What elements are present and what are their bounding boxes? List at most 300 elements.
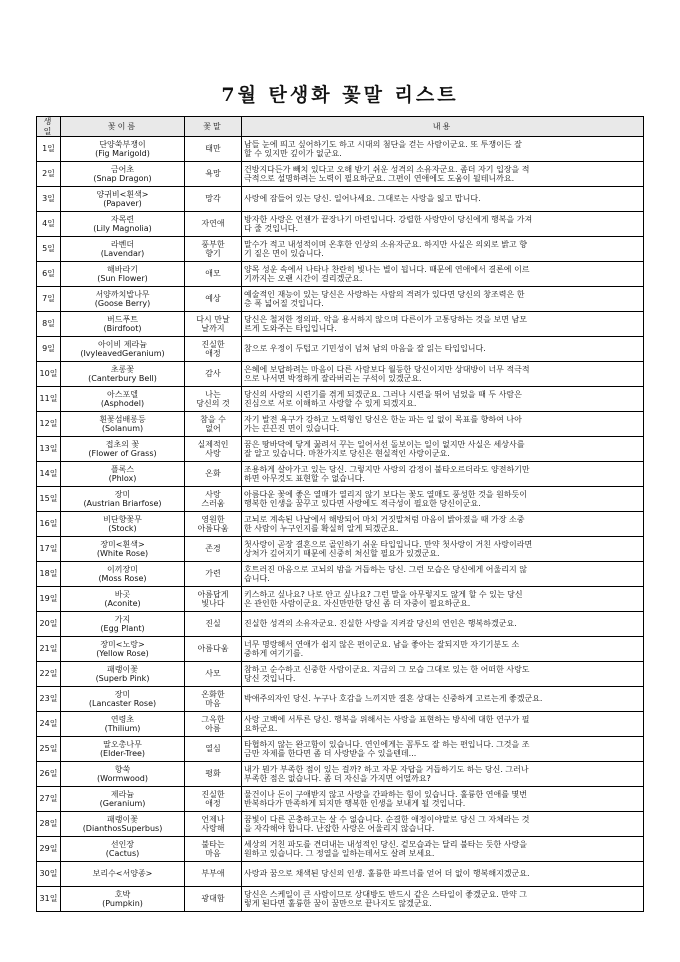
flower-name-cell bbox=[61, 462, 185, 487]
flower-name-line: (IvyleavedGeranium) bbox=[80, 349, 165, 358]
description-cell bbox=[242, 612, 644, 637]
description-line: 요하군요. bbox=[244, 724, 278, 733]
flower-meaning-cell bbox=[185, 687, 242, 712]
day-cell: 12일 bbox=[37, 412, 61, 437]
flower-name-cell bbox=[61, 537, 185, 562]
flower-name-line: (Sun Flower) bbox=[97, 274, 148, 283]
flower-name-line: (Austrian Briarfose) bbox=[83, 499, 162, 508]
flower-name-cell bbox=[61, 887, 185, 912]
flower-name-line: 선인장 bbox=[110, 839, 135, 849]
flower-name-line: (Papaver) bbox=[103, 199, 142, 208]
flower-name-line: (Snap Dragon) bbox=[93, 174, 152, 183]
table-row bbox=[37, 212, 644, 237]
table-row bbox=[37, 337, 644, 362]
flower-name-line: 양귀비<흰색> bbox=[96, 189, 149, 199]
flower-name-line: 연령초 bbox=[110, 714, 135, 724]
flower-name-line: (Lily Magnolia) bbox=[93, 224, 152, 233]
page-title: 7월 탄생화 꽃말 리스트 bbox=[221, 84, 459, 106]
description-line: 박애주의자인 당신. 누구나 호감을 느끼지만 결혼 상대는 신중하게 고르는게 좋겠군요. bbox=[244, 694, 543, 704]
day-cell: 23일 bbox=[37, 687, 61, 712]
flower-meaning-line: 그윽한 bbox=[201, 714, 225, 724]
description-line: 아름다운 꽃에 좋은 열매가 열리지 않기 보다는 꽃도 열매도 풍성한 것을 원하듯이 bbox=[244, 489, 527, 499]
flower-meaning-line: 없어 bbox=[205, 424, 221, 433]
flower-meaning-line: 아름다움 bbox=[197, 524, 229, 533]
day-cell: 28일 bbox=[37, 812, 61, 837]
description-line: 당신은 철저한 정의파. 악을 용서하지 않으며 다른이가 고통당하는 것을 보면 남모 bbox=[244, 314, 527, 324]
table-row bbox=[37, 612, 644, 637]
flower-meaning-line: 실제적인 bbox=[197, 439, 229, 449]
flower-meaning-line: 감사 bbox=[205, 369, 221, 379]
description-line: 부족한 점은 없습니다. 좀 더 자신을 가지면 어떨까요? bbox=[244, 774, 431, 783]
flower-name-line: (Canterbury Bell) bbox=[88, 374, 157, 383]
flower-name-cell bbox=[61, 712, 185, 737]
day-cell: 20일 bbox=[37, 612, 61, 637]
flower-name-cell bbox=[61, 387, 185, 412]
description-line: 할 수 있지만 깊이가 없군요. bbox=[244, 149, 342, 158]
flower-name-line: (Birdfoot) bbox=[103, 324, 142, 333]
table-row bbox=[37, 162, 644, 187]
description-cell bbox=[242, 512, 644, 537]
flower-name-line: 패랭이꽃 bbox=[107, 814, 138, 824]
day-cell: 11일 bbox=[37, 387, 61, 412]
table-row bbox=[37, 562, 644, 587]
flower-name-line: (Phlox) bbox=[108, 474, 137, 483]
description-line: 으로 나서면 박정하게 잘라버리는 구석이 있겠군요. bbox=[244, 374, 422, 383]
flower-meaning-line: 태만 bbox=[205, 144, 221, 154]
flower-meaning-cell bbox=[185, 487, 242, 512]
day-cell: 3일 bbox=[37, 187, 61, 212]
flower-name-line: 버드푸트 bbox=[107, 314, 138, 324]
table-row bbox=[37, 412, 644, 437]
description-cell bbox=[242, 462, 644, 487]
description-line: 호트러진 마음으로 고뇌의 밤을 거듭하는 당신. 그런 모습은 당신에게 어울리지 않 bbox=[244, 564, 527, 574]
table-row bbox=[37, 237, 644, 262]
flower-name-line: (Solanum) bbox=[101, 424, 144, 433]
flower-meaning-cell bbox=[185, 337, 242, 362]
flower-name-line: (Yellow Rose) bbox=[96, 649, 149, 658]
flower-meaning-cell bbox=[185, 362, 242, 387]
flower-name-line: 흰꽃섬배롱등 bbox=[99, 414, 146, 424]
description-line: 사랑과 꿈으로 채색된 당신의 인생. 훌륭한 파트너를 얻어 더 없이 행복해지겠군요. bbox=[244, 869, 530, 879]
flower-meaning-line: 풍부한 bbox=[201, 239, 225, 249]
description-line: 르게 도와주는 타입입니다. bbox=[244, 324, 337, 333]
flower-meaning-line: 망각 bbox=[205, 194, 221, 204]
flower-meaning-line: 아름답게 bbox=[197, 589, 229, 599]
description-line: 한 사람이 누구인지를 확실히 알게 되겠군요. bbox=[244, 524, 399, 533]
flower-meaning-line: 당신의 것 bbox=[196, 399, 230, 408]
description-cell bbox=[242, 812, 644, 837]
flower-meaning-cell bbox=[185, 662, 242, 687]
description-cell bbox=[242, 162, 644, 187]
description-line: 꿈빛이 다른 곤충하고는 살 수 없습니다. 순결한 애정이야말로 당신 그 자체라는 것 bbox=[244, 814, 530, 824]
description-cell bbox=[242, 337, 644, 362]
flower-name-line: 해바라기 bbox=[107, 264, 138, 274]
day-cell: 25일 bbox=[37, 737, 61, 762]
day-cell: 19일 bbox=[37, 587, 61, 612]
flower-meaning-cell bbox=[185, 612, 242, 637]
description-line: 말수가 적고 내성적이며 온후한 인상의 소유자군요. 하지만 사실은 의외로 밝고 향 bbox=[244, 239, 527, 249]
flower-name-line: 단양쑥부쟁이 bbox=[99, 139, 146, 149]
description-cell bbox=[242, 687, 644, 712]
day-cell: 10일 bbox=[37, 362, 61, 387]
description-line: 금만 자제를 한다면 좀 더 사랑받을 수 있을텐데... bbox=[244, 749, 417, 758]
description-line: 극적으로 설명하려는 노력이 필요하군요. 그편이 연애에도 도움이 될테니까요. bbox=[244, 174, 515, 183]
flower-meaning-line: 평화 bbox=[205, 769, 221, 779]
table-row bbox=[37, 662, 644, 687]
description-line: 첫사랑이 곧장 결혼으로 골인하기 쉬운 타입입니다. 만약 첫사랑이 거친 사랑이라면 bbox=[244, 539, 533, 549]
description-cell bbox=[242, 287, 644, 312]
flower-name-line: (White Rose) bbox=[96, 549, 149, 558]
flower-name-cell bbox=[61, 662, 185, 687]
flower-meaning-line: 참을 수 bbox=[200, 414, 226, 424]
flower-meaning-cell bbox=[185, 512, 242, 537]
flower-meaning-line: 빛나다 bbox=[201, 599, 225, 608]
description-cell bbox=[242, 387, 644, 412]
table-row bbox=[37, 687, 644, 712]
flower-meaning-line: 향기 bbox=[205, 249, 221, 258]
day-cell: 14일 bbox=[37, 462, 61, 487]
header-description: 내용 bbox=[242, 117, 644, 137]
table-row bbox=[37, 837, 644, 862]
table-row bbox=[37, 437, 644, 462]
flower-meaning-cell bbox=[185, 562, 242, 587]
flower-meaning-line: 부부애 bbox=[201, 869, 225, 879]
description-line: 건방지다든가 빼치 있다고 오해 받기 쉬운 성격의 소유자군요. 좀더 자기 입장을 적 bbox=[244, 164, 530, 174]
flower-name-line: (Geranium) bbox=[99, 799, 146, 808]
description-cell bbox=[242, 562, 644, 587]
description-cell bbox=[242, 137, 644, 162]
day-cell: 29일 bbox=[37, 837, 61, 862]
header-day: 생일 bbox=[37, 117, 61, 137]
description-line: 하면 아무것도 표현할 수 없습니다. bbox=[244, 474, 365, 483]
flower-meaning-line: 영원한 bbox=[201, 514, 225, 524]
flower-meaning-line: 온화 bbox=[205, 469, 221, 479]
flower-meaning-cell bbox=[185, 437, 242, 462]
flower-name-line: 라벤더 bbox=[110, 239, 135, 249]
description-line: 내가 뭔가 부족한 점이 있는 걸까? 하고 자문 자답을 거듭하기도 하는 당신. 그러나 bbox=[244, 764, 529, 774]
flower-meaning-cell bbox=[185, 762, 242, 787]
flower-name-cell bbox=[61, 812, 185, 837]
flower-meaning-cell bbox=[185, 412, 242, 437]
flower-name-cell bbox=[61, 837, 185, 862]
flower-meaning-line: 불타는 bbox=[201, 839, 225, 849]
description-line: 남들 눈에 띄고 싶어하기도 하고 시대의 첨단을 걷는 사람이군요. 또 투쟁이든 잘 bbox=[244, 139, 522, 149]
flower-name-cell bbox=[61, 762, 185, 787]
flower-meaning-cell bbox=[185, 887, 242, 912]
flower-name-line: (Cactus) bbox=[105, 849, 140, 858]
description-line: 조용하게 살아가고 있는 당신. 그렇지만 사랑의 감정이 불타오르더라도 양전하기만 bbox=[244, 464, 530, 474]
flower-name-cell bbox=[61, 487, 185, 512]
description-line: 사랑 고백에 서투른 당신. 행복을 위해서는 사랑을 표현하는 방식에 대한 연구가 필 bbox=[244, 714, 530, 724]
description-line: 원하고 있습니다. 그 정열을 일하는데서도 살려 보세요. bbox=[244, 849, 435, 858]
description-line: 예술적인 재능이 있는 당신은 사랑하는 사람의 격려가 있다면 당신의 창조력은 한 bbox=[244, 289, 525, 299]
table-row bbox=[37, 512, 644, 537]
day-cell: 6일 bbox=[37, 262, 61, 287]
description-cell bbox=[242, 237, 644, 262]
flower-meaning-line: 진실한 bbox=[201, 339, 225, 349]
day-cell: 31일 bbox=[37, 887, 61, 912]
flower-meaning-line: 존경 bbox=[205, 544, 221, 554]
flower-name-line: 접초의 꽃 bbox=[105, 439, 140, 449]
flower-name-line: (Lavendar) bbox=[100, 249, 145, 258]
flower-meaning-line: 욕망 bbox=[205, 169, 221, 179]
flower-name-line: (Fig Marigold) bbox=[95, 149, 150, 158]
flower-name-line: 장미 bbox=[114, 689, 131, 699]
flower-meaning-line: 애정 bbox=[205, 799, 221, 808]
flower-name-line: (Flower of Grass) bbox=[88, 449, 157, 458]
description-cell bbox=[242, 312, 644, 337]
flower-name-cell bbox=[61, 612, 185, 637]
flower-meaning-line: 온화한 bbox=[201, 689, 225, 699]
table-row bbox=[37, 362, 644, 387]
flower-name-line: (Lancaster Rose) bbox=[88, 699, 157, 708]
day-cell: 21일 bbox=[37, 637, 61, 662]
day-cell: 7일 bbox=[37, 287, 61, 312]
flower-meaning-line: 사모 bbox=[205, 669, 221, 679]
day-cell: 9일 bbox=[37, 337, 61, 362]
description-cell bbox=[242, 787, 644, 812]
flower-name-line: (DianthosSuperbus) bbox=[82, 824, 163, 833]
flower-meaning-line: 사랑 bbox=[205, 449, 221, 458]
table-body bbox=[37, 137, 644, 912]
table-row bbox=[37, 737, 644, 762]
flower-name-cell bbox=[61, 737, 185, 762]
description-cell bbox=[242, 437, 644, 462]
flower-name-cell bbox=[61, 162, 185, 187]
flower-meaning-line: 사랑해 bbox=[201, 824, 225, 833]
flower-meaning-line: 날까지 bbox=[201, 324, 225, 333]
flower-name-line: 아스포델 bbox=[107, 389, 138, 399]
description-line: 은 관인한 사람이군요. 자신만만한 당신 좀 더 자중이 필요하군요. bbox=[244, 599, 471, 608]
description-line: 참하고 순수하고 신중한 사람이군요. 지금의 그 모습 그대로 있는 한 어떠한 사랑도 bbox=[244, 664, 530, 674]
flower-name-line: (Asphodel) bbox=[100, 399, 145, 408]
flower-meaning-cell bbox=[185, 137, 242, 162]
flower-name-line: 자목련 bbox=[110, 214, 135, 224]
flower-meaning-cell bbox=[185, 287, 242, 312]
description-line: 사랑에 잠들어 있는 당신. 일어나세요. 그대로는 사랑을 잃고 맙니다. bbox=[244, 194, 481, 204]
description-line: 렇게 된다면 훌륭한 꿈이 꿈만으로 끝나지도 않겠군요. bbox=[244, 899, 432, 908]
flower-meaning-line: 아름 bbox=[205, 724, 221, 733]
flower-meaning-line: 아름다움 bbox=[197, 644, 229, 654]
flower-meaning-cell bbox=[185, 837, 242, 862]
description-cell bbox=[242, 187, 644, 212]
description-cell bbox=[242, 762, 644, 787]
description-cell bbox=[242, 487, 644, 512]
flower-name-line: 패랭이꽃 bbox=[107, 664, 138, 674]
flower-name-cell bbox=[61, 262, 185, 287]
description-line: 양목 성운 속에서 나타나 찬란히 빛나는 별이 됩니다. 때문에 연애에서 결론에 이르 bbox=[244, 264, 530, 274]
flower-name-cell bbox=[61, 862, 185, 887]
day-cell: 26일 bbox=[37, 762, 61, 787]
day-cell: 4일 bbox=[37, 212, 61, 237]
flower-meaning-line: 진실한 bbox=[201, 789, 225, 799]
flower-name-cell bbox=[61, 687, 185, 712]
flower-name-line: (Superb Pink) bbox=[95, 674, 150, 683]
flower-name-line: (Aconite) bbox=[104, 599, 141, 608]
flower-meaning-cell bbox=[185, 262, 242, 287]
flower-meaning-cell bbox=[185, 212, 242, 237]
description-line: 당신 것입니다. bbox=[244, 674, 296, 683]
table-row bbox=[37, 862, 644, 887]
header-meaning: 꽃말 bbox=[185, 117, 242, 137]
flower-meaning-line: 스러움 bbox=[201, 499, 225, 508]
description-line: 너무 명랑해서 연애가 쉽지 않은 편이군요. 남을 좋아는 잘되지만 자기기분도 소 bbox=[244, 639, 520, 649]
flower-name-line: 이끼장미 bbox=[107, 564, 138, 574]
flower-meaning-cell bbox=[185, 637, 242, 662]
table-row bbox=[37, 137, 644, 162]
flower-meaning-cell bbox=[185, 462, 242, 487]
description-line: 을 자각해야 합니다. 난잡한 사랑은 어울리지 않습니다. bbox=[244, 824, 435, 833]
description-line: 상처가 깊어지기 때문에 신중히 처신할 필요가 있겠군요. bbox=[244, 549, 440, 558]
table-row bbox=[37, 487, 644, 512]
description-line: 다 줄 것입니다. bbox=[244, 224, 298, 233]
flower-name-line: (Egg Plant) bbox=[100, 624, 145, 633]
header-flower: 꽃이름 bbox=[61, 117, 185, 137]
flower-name-cell bbox=[61, 637, 185, 662]
flower-meaning-cell bbox=[185, 787, 242, 812]
flower-meaning-line: 예상 bbox=[205, 294, 221, 304]
flower-name-line: (Moss Rose) bbox=[98, 574, 147, 583]
table-row bbox=[37, 812, 644, 837]
flower-meaning-line: 자연애 bbox=[201, 219, 225, 229]
description-cell bbox=[242, 637, 644, 662]
description-cell bbox=[242, 412, 644, 437]
description-cell bbox=[242, 862, 644, 887]
day-cell: 2일 bbox=[37, 162, 61, 187]
day-cell: 16일 bbox=[37, 512, 61, 537]
description-line: 진실한 성격의 소유자군요. 진실한 사랑을 지켜갈 당신의 연인은 행복하겠군요. bbox=[244, 619, 517, 629]
flower-name-line: 호박 bbox=[114, 889, 131, 899]
flower-name-cell bbox=[61, 337, 185, 362]
flower-meaning-cell bbox=[185, 237, 242, 262]
flower-meaning-line: 진실 bbox=[205, 619, 221, 629]
flower-meaning-line: 가련 bbox=[205, 569, 221, 579]
flower-name-cell bbox=[61, 437, 185, 462]
description-line: 행복한 인생을 꿈꾸고 있다면 사랑에도 적극성이 필요한 당신이군요. bbox=[244, 499, 481, 508]
flower-name-cell bbox=[61, 137, 185, 162]
flower-name-cell bbox=[61, 362, 185, 387]
flower-meaning-cell bbox=[185, 387, 242, 412]
table-row bbox=[37, 387, 644, 412]
flower-name-line: 장미<노랑> bbox=[100, 639, 145, 649]
table-row bbox=[37, 762, 644, 787]
flower-name-line: (Goose Berry) bbox=[94, 299, 151, 308]
day-cell: 8일 bbox=[37, 312, 61, 337]
flower-name-cell bbox=[61, 287, 185, 312]
description-cell bbox=[242, 662, 644, 687]
day-cell: 13일 bbox=[37, 437, 61, 462]
description-cell bbox=[242, 212, 644, 237]
flower-name-line: 비단향꽃무 bbox=[103, 514, 142, 524]
table-row bbox=[37, 587, 644, 612]
table-row bbox=[37, 537, 644, 562]
day-cell: 30일 bbox=[37, 862, 61, 887]
table-row bbox=[37, 787, 644, 812]
description-line: 세상의 거친 파도를 견뎌내는 내성적인 당신. 겉모습과는 달리 불타는 듯한 사랑을 bbox=[244, 839, 527, 849]
flower-meaning-line: 나는 bbox=[205, 389, 221, 399]
description-cell bbox=[242, 737, 644, 762]
flower-name-line: 초롱꽃 bbox=[110, 364, 135, 374]
flower-meaning-cell bbox=[185, 537, 242, 562]
flower-meaning-cell bbox=[185, 712, 242, 737]
flower-name-line: 보리수<서양종> bbox=[92, 869, 153, 879]
flower-name-line: (Pumpkin) bbox=[102, 899, 143, 908]
flower-meaning-line: 열심 bbox=[205, 744, 221, 754]
flower-name-line: (Elder-Tree) bbox=[99, 749, 146, 758]
table-row bbox=[37, 712, 644, 737]
table-row bbox=[37, 312, 644, 337]
description-line: 키스하고 싶나요? 나로 안고 싶나요? 그런 말을 아무렇지도 않게 할 수 있는 당신 bbox=[244, 589, 523, 599]
flower-meaning-cell bbox=[185, 862, 242, 887]
flower-name-cell bbox=[61, 412, 185, 437]
day-cell: 1일 bbox=[37, 137, 61, 162]
description-line: 중하게 여기기를. bbox=[244, 649, 304, 658]
flower-meaning-cell bbox=[185, 162, 242, 187]
flower-meaning-cell bbox=[185, 812, 242, 837]
flower-meaning-line: 광대함 bbox=[201, 894, 225, 904]
flower-meaning-line: 사랑 bbox=[205, 489, 221, 499]
flower-name-line: 딸오총나무 bbox=[103, 739, 142, 749]
description-line: 자기 발전 욕구가 강하고 노력형인 당신은 한눈 파는 일 없이 목표를 향하여 나아 bbox=[244, 414, 522, 424]
description-cell bbox=[242, 262, 644, 287]
day-cell: 24일 bbox=[37, 712, 61, 737]
flower-meaning-cell bbox=[185, 312, 242, 337]
flower-name-line: 플록스 bbox=[110, 464, 135, 474]
description-line: 타협하지 않는 완고함이 있습니다. 연인에게는 꼼투도 잘 하는 편입니다. 그것을 조 bbox=[244, 739, 530, 749]
description-line: 기까지는 오랜 시간이 걸리겠군요. bbox=[244, 274, 363, 283]
description-line: 방자한 사랑은 언젠가 끝장나기 마련입니다. 강렬한 사랑만이 당신에게 행복을 가져 bbox=[244, 214, 533, 224]
flower-name-line: 바곳 bbox=[114, 589, 131, 599]
flower-name-cell bbox=[61, 587, 185, 612]
flower-name-line: (Stock) bbox=[108, 524, 137, 533]
flower-name-line: 금어초 bbox=[110, 164, 135, 174]
flower-name-cell bbox=[61, 187, 185, 212]
flower-name-line: (Thilium) bbox=[104, 724, 141, 733]
flower-name-cell bbox=[61, 237, 185, 262]
day-cell: 17일 bbox=[37, 537, 61, 562]
description-line: 고뇌로 계속된 나날에서 해방되어 마치 거짓말처럼 마음이 밝아졌을 때 가장 소중 bbox=[244, 514, 525, 524]
flower-meaning-line: 애모 bbox=[205, 269, 221, 279]
flower-meaning-line: 언제나 bbox=[201, 814, 225, 824]
description-cell bbox=[242, 837, 644, 862]
flower-name-line: 향쑥 bbox=[114, 764, 131, 774]
description-cell bbox=[242, 362, 644, 387]
description-line: 물건이나 돈이 구애받지 않고 사랑을 간파하는 힘이 있습니다. 훌륭한 연애를 몇번 bbox=[244, 789, 527, 799]
description-line: 은혜에 보답하려는 마음이 다른 사람보다 월등한 당신이지만 상대방이 너무 적극적 bbox=[244, 364, 530, 374]
table-row bbox=[37, 887, 644, 912]
flower-name-line: (Wormwood) bbox=[97, 774, 148, 783]
flower-name-line: 제라늄 bbox=[110, 789, 135, 799]
description-line: 꿈은 땅바닥에 닿게 꿇려서 꾸는 일어서선 돌보이는 일이 없지만 사실은 세상사를 bbox=[244, 439, 525, 449]
flower-name-line: 서양까치밥나무 bbox=[95, 289, 150, 299]
flower-name-cell bbox=[61, 312, 185, 337]
description-line: 습니다. bbox=[244, 574, 270, 583]
description-line: 기 짙은 면이 있습니다. bbox=[244, 249, 324, 258]
day-cell: 15일 bbox=[37, 487, 61, 512]
table-row bbox=[37, 462, 644, 487]
description-line: 반복하다가 만족하게 되지만 행복한 인생을 보내게 될 것입니다. bbox=[244, 799, 466, 808]
day-cell: 27일 bbox=[37, 787, 61, 812]
day-cell: 22일 bbox=[37, 662, 61, 687]
flower-name-line: 장미<흰색> bbox=[100, 539, 145, 549]
flower-name-cell bbox=[61, 562, 185, 587]
table-row bbox=[37, 287, 644, 312]
flower-name-cell bbox=[61, 212, 185, 237]
flower-meaning-line: 다시 만날 bbox=[196, 314, 230, 324]
day-cell: 5일 bbox=[37, 237, 61, 262]
description-cell bbox=[242, 587, 644, 612]
birth-flower-table bbox=[36, 116, 644, 912]
